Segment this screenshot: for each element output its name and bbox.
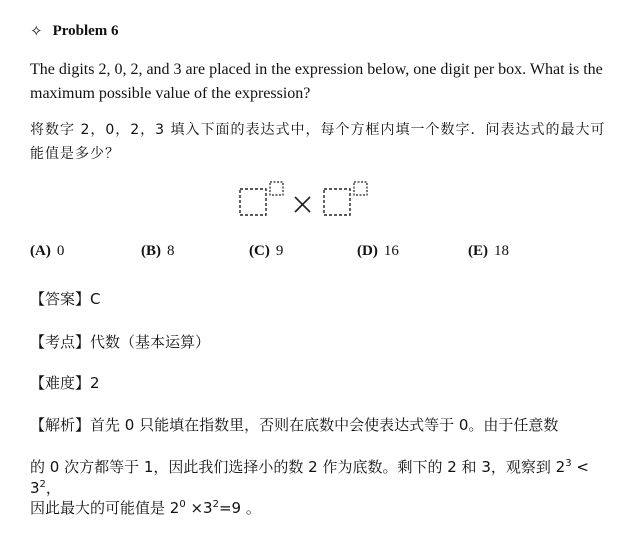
answer-line: 【答案】C	[30, 290, 101, 308]
choice-a: (A) 0	[30, 243, 65, 259]
problem-header	[30, 22, 119, 41]
analysis-line-1: 【解析】首先 0 只能填在指数里，否则在底数中会使表达式等于 0。由于任意数	[30, 416, 559, 434]
answer-choices	[30, 243, 610, 265]
problem-text-english: The digits 2, 0, 2, and 3 are placed in the expression below, one digit per box. What is the maximum possible value of the expression?	[30, 61, 603, 102]
times-icon	[295, 197, 310, 212]
base-box-right	[324, 189, 350, 215]
analysis-line-3: 因此最大的可能值是 $2^0 \times 3^2=9$ 。	[30, 499, 261, 517]
choice-c: (C) 9	[249, 243, 284, 259]
exponent-box-right	[354, 182, 367, 195]
problem-text-chinese: 将数字 2，0，2，3 填入下面的表达式中，每个方框内填一个数字．问表达式的最大可能值是多少？	[30, 122, 606, 162]
base-box-left	[240, 189, 266, 215]
topic-line: 【考点】代数（基本运算）	[30, 333, 211, 351]
choice-d: (D) 16	[357, 243, 399, 259]
exponent-box-left	[270, 182, 283, 195]
choice-e: (E) 18	[468, 243, 509, 259]
analysis-line-2: 的 0 次方都等于 1，因此我们选择小的数 2 作为底数。剩下的 2 和 3，观察到 $2^3 < 3^2$，	[30, 458, 589, 497]
difficulty-line: 【难度】2	[30, 374, 100, 392]
problem-title: Problem 6	[52, 23, 119, 39]
choice-b: (B) 8	[141, 243, 175, 259]
expression-diagram	[236, 181, 376, 221]
diamond-icon: ✧	[30, 24, 43, 40]
